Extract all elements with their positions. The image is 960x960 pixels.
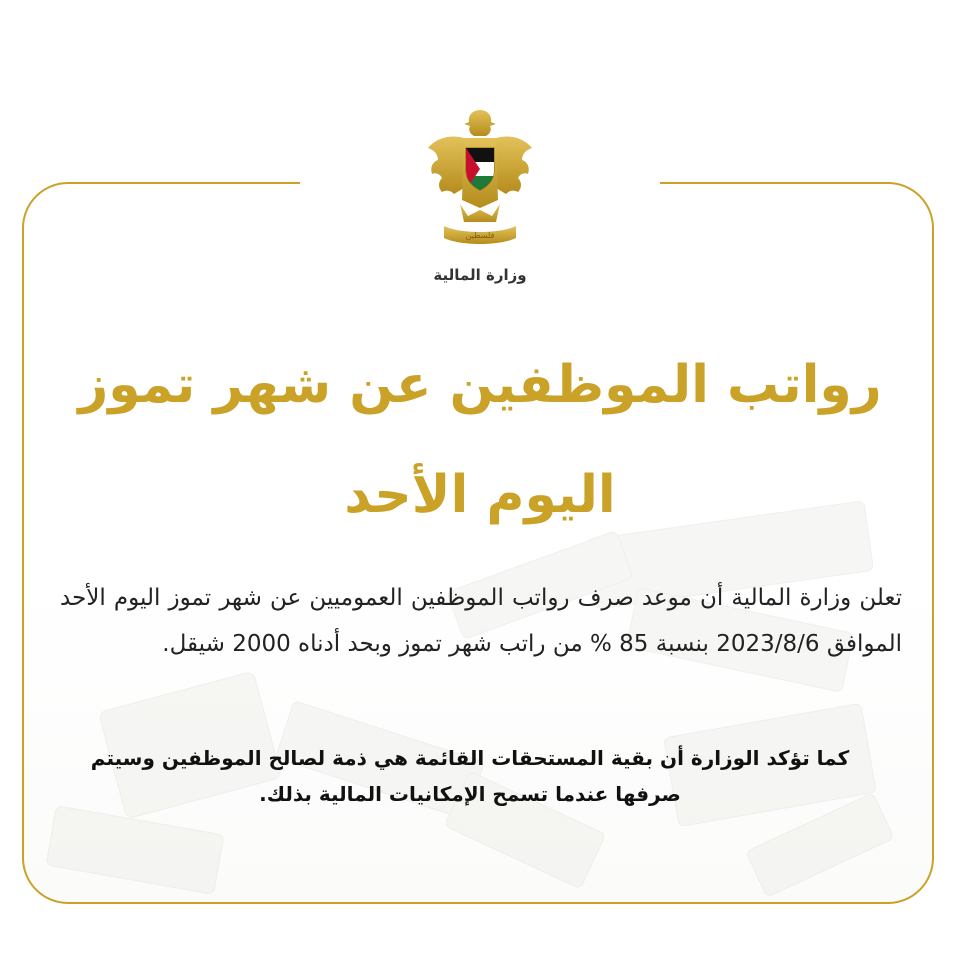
emblem-caption: فلسطين <box>465 231 495 240</box>
palestine-eagle-emblem-icon <box>420 104 540 254</box>
ministry-name: وزارة المالية <box>433 266 527 284</box>
announcement-paragraph: تعلن وزارة المالية أن موعد صرف رواتب الموظفين العموميين عن شهر تموز اليوم الأحد الموافق 2023/8/6 بنسبة 85 % من راتب شهر تموز وبحد أدناه 2000 شيقل. <box>60 585 902 657</box>
ministry-note-paragraph: كما تؤكد الوزارة أن بقية المستحقات القائمة هي ذمة لصالح الموظفين وسيتم صرفها عندما تسمح الإمكانيات المالية بذلك. <box>90 746 850 806</box>
headline-today-sunday: اليوم الأحد <box>344 465 616 525</box>
headline-salaries-title: رواتب الموظفين عن شهر تموز <box>78 355 882 415</box>
banknotes-background-image <box>30 500 930 900</box>
